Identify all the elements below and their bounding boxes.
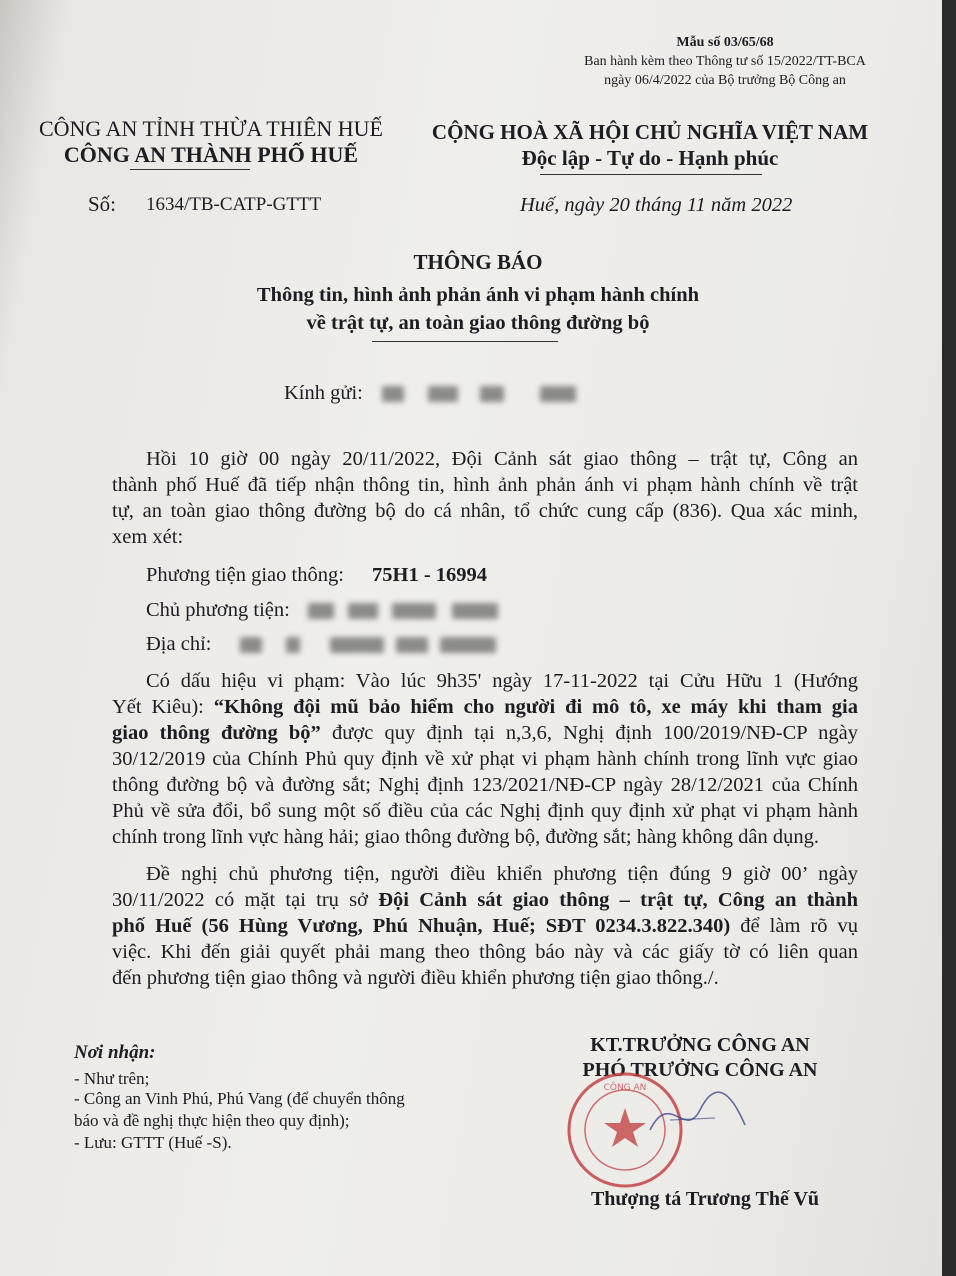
doc-subtitle-1: Thông tin, hình ảnh phản ánh vi phạm hành chính <box>256 284 700 306</box>
recipient-item: - Như trên; <box>74 1069 150 1088</box>
redacted-address <box>286 637 300 653</box>
violation-line-6: Phủ về sửa đổi, bổ sung một số điều của các Nghị định quy định xử phạt vi phạm hành <box>112 800 858 822</box>
vehicle-label: Phương tiện giao thông: <box>146 564 344 586</box>
motto-underline <box>540 174 762 175</box>
subtitle-underline <box>372 341 558 342</box>
violation-description-end: giao thông đường bộ” <box>112 722 321 744</box>
redacted-recipient <box>480 386 504 402</box>
violation-description: “Không đội mũ bảo hiểm cho người đi mô tô, xe máy khi tham gia <box>213 696 858 718</box>
request-line-1: Đề nghị chủ phương tiện, người điều khiển phương tiện đúng 9 giờ 00’ ngày <box>146 863 858 885</box>
redacted-owner <box>348 603 378 619</box>
redacted-owner <box>392 603 436 619</box>
violation-line-1: Có dấu hiệu vi phạm: Vào lúc 9h35' ngày 17-11-2022 tại Cửu Hữu 1 (Hướng <box>146 670 858 692</box>
form-issued-line1: Ban hành kèm theo Thông tư số 15/2022/TT-BCA <box>584 54 866 69</box>
violation-line-2 <box>112 694 858 720</box>
intro-line-4: xem xét: <box>112 526 184 548</box>
redacted-recipient <box>382 386 404 402</box>
photo-edge <box>942 0 956 1276</box>
place-date: Huế, ngày 20 tháng 11 năm 2022 <box>520 194 793 216</box>
owner-label: Chủ phương tiện: <box>146 599 290 621</box>
recipient-item: báo và đề nghị thực hiện theo quy định); <box>74 1111 350 1130</box>
redacted-address <box>330 637 384 653</box>
doc-number-label: Số: <box>88 192 117 216</box>
redacted-address <box>240 637 262 653</box>
request-line-4: việc. Khi đến giải quyết phải mang theo thông báo này và các giấy tờ có liên quan <box>112 941 858 963</box>
violation-regulation: được quy định tại n,3,6, Nghị định 100/2019/NĐ-CP ngày <box>320 722 858 744</box>
redacted-address <box>440 637 496 653</box>
paragraph-violation <box>112 668 858 850</box>
agency-name: CÔNG AN THÀNH PHỐ HUẾ <box>63 142 359 167</box>
republic-name: CỘNG HOÀ XÃ HỘI CHỦ NGHĨA VIỆT NAM <box>431 120 869 144</box>
request-office-address: phố Huế (56 Hùng Vương, Phú Nhuận, Huế; SĐT 0234.3.822.340) <box>112 915 731 937</box>
form-code: Mẫu số 03/65/68 <box>676 35 774 50</box>
vehicle-plate: 75H1 - 16994 <box>372 564 488 586</box>
request-purpose: để làm rõ vụ <box>730 915 858 937</box>
sign-title-2: PHÓ TRƯỞNG CÔNG AN <box>582 1059 818 1081</box>
paragraph-request <box>112 861 858 991</box>
recipient-label: Kính gửi: <box>284 382 363 404</box>
redacted-owner <box>452 603 498 619</box>
redacted-recipient <box>428 386 458 402</box>
sign-title-1: KT.TRƯỞNG CÔNG AN <box>590 1034 810 1056</box>
agency-parent: CÔNG AN TỈNH THỪA THIÊN HUẾ <box>38 116 383 141</box>
request-line-5: đến phương tiện giao thông và người điều khiển phương tiện giao thông./. <box>112 967 719 989</box>
violation-line-7: chính trong lĩnh vực hàng hải; giao thông đường bộ, đường sắt; hàng không dân dụng. <box>112 826 819 848</box>
request-line-3 <box>112 913 858 939</box>
address-label: Địa chỉ: <box>146 633 212 655</box>
violation-line-5: thông đường bộ và đường sắt; Nghị định 123/2021/NĐ-CP ngày 28/12/2021 của Chính <box>112 774 858 796</box>
doc-number: 1634/TB-CATP-GTTT <box>146 194 322 215</box>
national-motto: Độc lập - Tự do - Hạnh phúc <box>521 146 779 170</box>
doc-subtitle-2: về trật tự, an toàn giao thông đường bộ <box>306 312 650 334</box>
signer-name: Thượng tá Trương Thế Vũ <box>590 1188 820 1210</box>
request-appear: 30/11/2022 có mặt tại trụ sở <box>112 889 379 911</box>
request-line-2 <box>112 887 858 913</box>
redacted-owner <box>308 603 334 619</box>
intro-line-3: tự, an toàn giao thông đường bộ do cá nhân, tổ chức cung cấp (836). Qua xác minh, <box>112 500 858 522</box>
redacted-address <box>396 637 428 653</box>
violation-line-4: 30/12/2019 của Chính Phủ quy định về xử phạt vi phạm hành chính trong lĩnh vực giao <box>112 748 858 770</box>
redacted-recipient <box>540 386 576 402</box>
svg-text:CÔNG AN: CÔNG AN <box>603 1083 647 1093</box>
recipient-item: - Lưu: GTTT (Huế -S). <box>74 1133 232 1152</box>
handwritten-signature <box>640 1080 760 1150</box>
request-office: Đội Cảnh sát giao thông – trật tự, Công an thành <box>378 889 858 911</box>
form-issued-line2: ngày 06/4/2022 của Bộ trưởng Bộ Công an <box>604 73 846 88</box>
intro-line-1: Hồi 10 giờ 00 ngày 20/11/2022, Đội Cảnh sát giao thông – trật tự, Công an <box>146 448 858 470</box>
doc-title: THÔNG BÁO <box>413 250 543 274</box>
paragraph-intro <box>112 446 858 550</box>
violation-location: Yết Kiêu): <box>112 696 214 718</box>
intro-line-2: thành phố Huế đã tiếp nhận thông tin, hình ảnh phản ánh vi phạm hành chính về trật <box>112 474 858 496</box>
recipient-item: - Công an Vinh Phú, Phú Vang (để chuyển thông <box>74 1089 405 1108</box>
agency-underline <box>130 169 250 170</box>
recipients-title: Nơi nhận: <box>74 1042 156 1063</box>
violation-line-3 <box>112 720 858 746</box>
